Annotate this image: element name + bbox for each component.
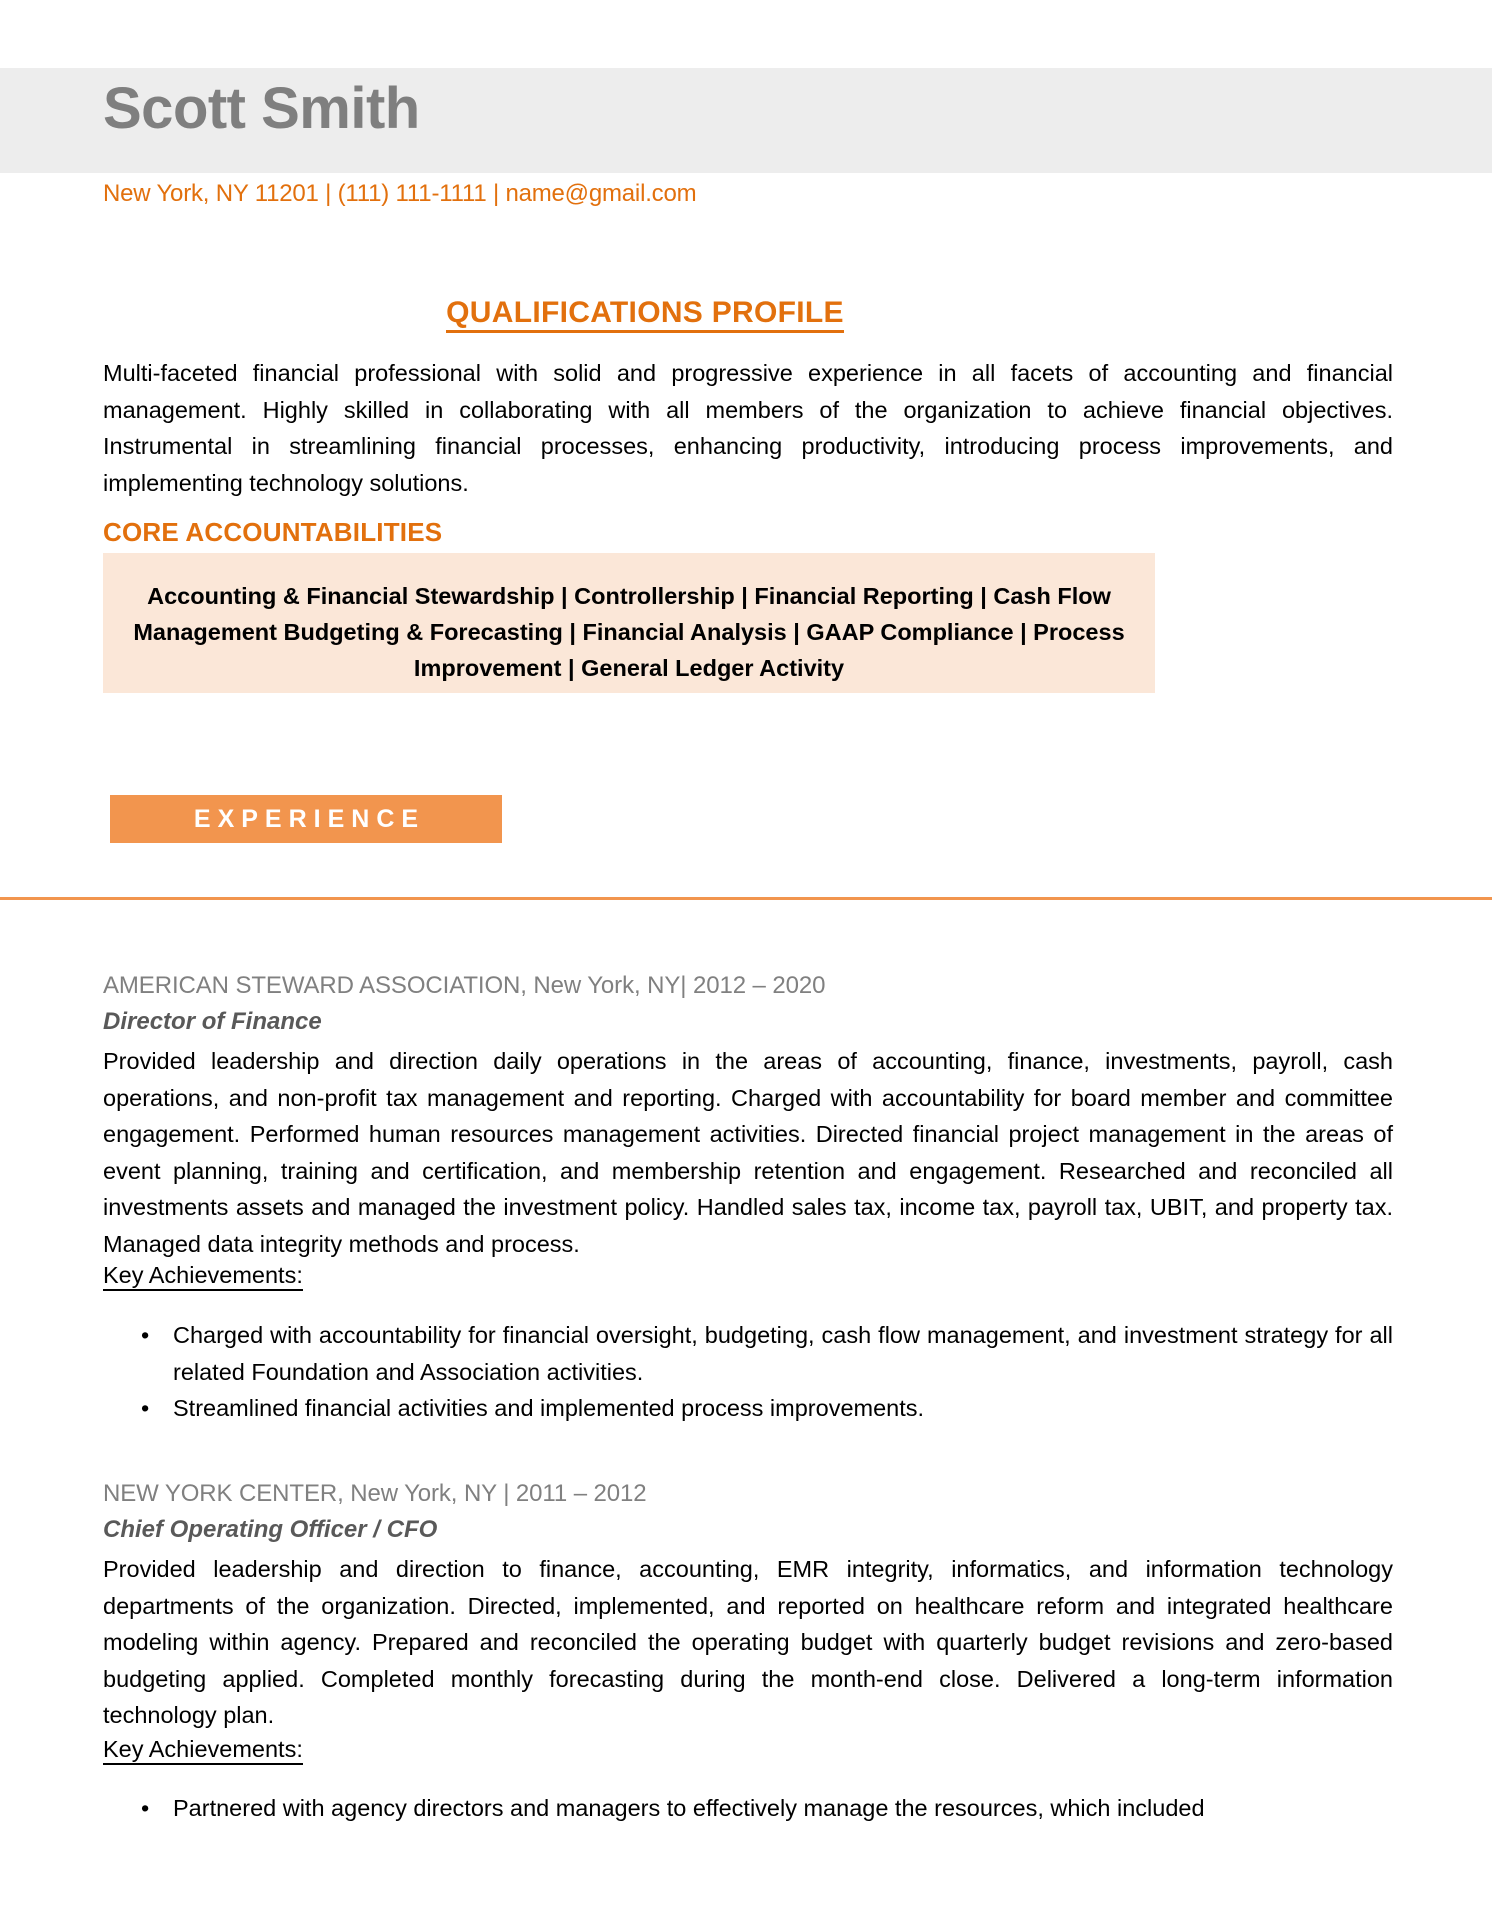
key-achievements-label bbox=[103, 1736, 303, 1763]
bullet-dot-icon: • bbox=[141, 1395, 150, 1421]
job-company: AMERICAN STEWARD ASSOCIATION, New York, NY| 2012 – 2020 bbox=[103, 972, 826, 999]
core-accountabilities-skills: Accounting & Financial Stewardship | Controllership | Financial Reporting | Cash Flow Management Budgeting & Forecasting | Financial Analysis | GAAP Compliance | Process Improvement | General Ledger Activity bbox=[133, 583, 1125, 681]
list-item bbox=[103, 1790, 1393, 1827]
list-item bbox=[103, 1317, 1393, 1390]
experience-divider bbox=[0, 897, 1492, 900]
list-item-text: Streamlined financial activities and implemented process improvements. bbox=[173, 1395, 925, 1421]
page-title: Scott Smith bbox=[103, 76, 420, 141]
bullet-dot-icon: • bbox=[141, 1322, 150, 1348]
job-title: Chief Operating Officer / CFO bbox=[103, 1516, 438, 1543]
job-description: Provided leadership and direction to finance, accounting, EMR integrity, informatics, and information technology departments of the organization. Directed, implemented, and reported on healthcare reform and integrated healthcare modeling within agency. Prepared and reconciled the operating budget with quarterly budget revisions and zero-based budgeting applied. Completed monthly forecasting during the month-end close. Delivered a long-term information technology plan. bbox=[103, 1556, 1393, 1728]
list-item-text: Partnered with agency directors and managers to effectively manage the resources, which included bbox=[173, 1795, 1205, 1821]
qualifications-paragraph: Multi-faceted financial professional with solid and progressive experience in all facets of accounting and financial management. Highly skilled in collaborating with all members of the organization to achieve financial objectives. Instrumental in streamlining financial processes, enhancing productivity, introducing process improvements, and implementing technology solutions. bbox=[103, 360, 1393, 496]
section-heading-qualifications bbox=[0, 296, 1290, 330]
contact-line: New York, NY 11201 | (111) 111-1111 | name@gmail.com bbox=[103, 180, 697, 207]
section-heading-qualifications-text: QUALIFICATIONS PROFILE bbox=[446, 296, 844, 333]
job-title: Director of Finance bbox=[103, 1008, 322, 1035]
key-achievements-label-text: Key Achievements: bbox=[103, 1262, 303, 1291]
job-company: NEW YORK CENTER, New York, NY | 2011 – 2012 bbox=[103, 1480, 647, 1507]
bullet-dot-icon: • bbox=[141, 1795, 150, 1821]
key-achievements-label-text: Key Achievements: bbox=[103, 1736, 303, 1765]
list-item bbox=[103, 1390, 1393, 1427]
list-item-text: Charged with accountability for financial oversight, budgeting, cash flow management, and investment strategy for all related Foundation and Association activities. bbox=[173, 1322, 1393, 1385]
job-description: Provided leadership and direction daily operations in the areas of accounting, finance, investments, payroll, cash operations, and non-profit tax management and reporting. Charged with accountability for board member and committee engagement. Performed human resources management activities. Directed financial project management in the areas of event planning, training and certification, and membership retention and engagement. Researched and reconciled all investments assets and managed the investment policy. Handled sales tax, income tax, payroll tax, UBIT, and property tax. Managed data integrity methods and process. bbox=[103, 1048, 1393, 1257]
key-achievements-label bbox=[103, 1262, 303, 1289]
section-heading-core-accountabilities: CORE ACCOUNTABILITIES bbox=[103, 517, 443, 547]
experience-banner-label: EXPERIENCE bbox=[193, 805, 426, 833]
